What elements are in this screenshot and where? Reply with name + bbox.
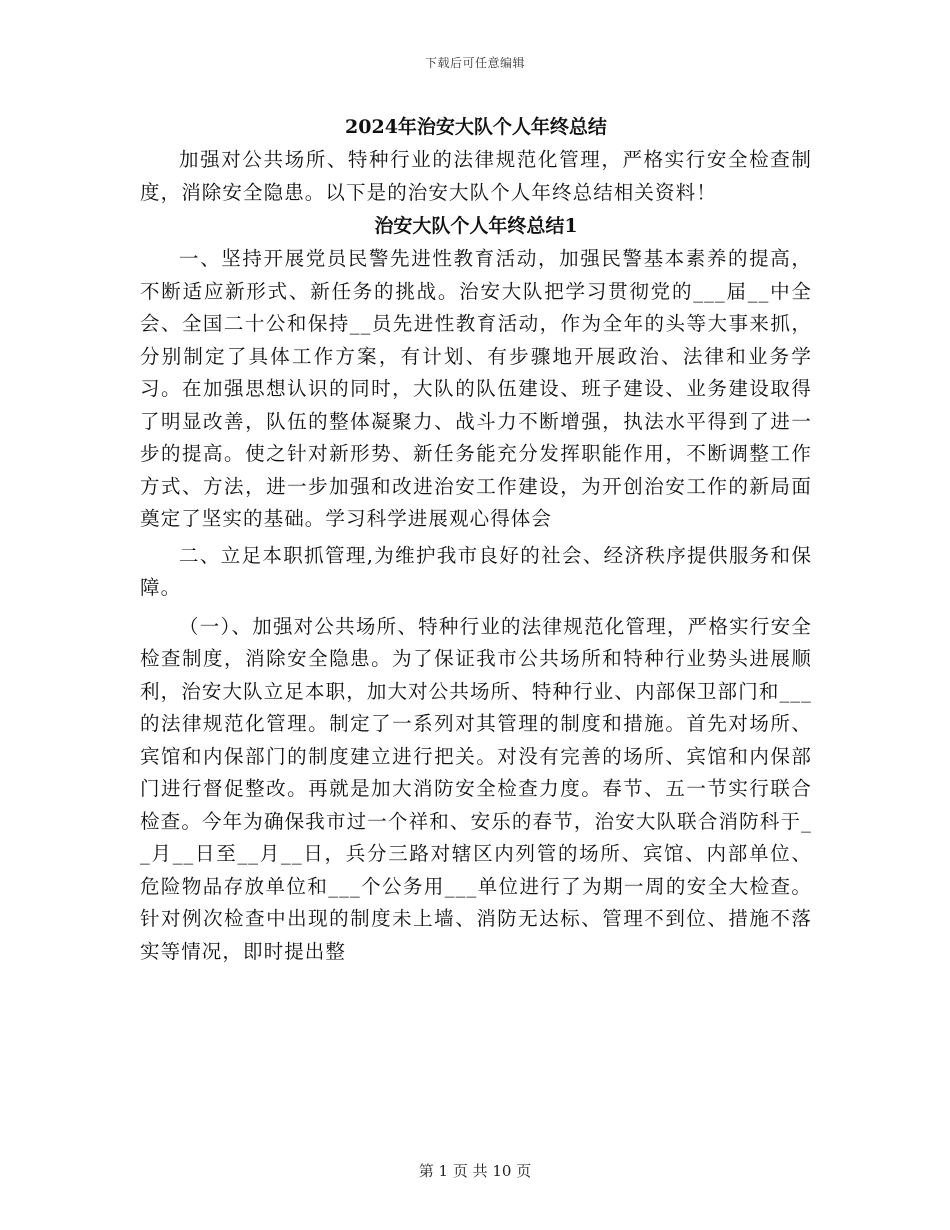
paragraph-3: （一）、加强对公共场所、特种行业的法律规范化管理，严格实行安全检查制度，消除安全隐患。为了保证我市公共场所和特种行业势头进展顺利，治安大队立足本职，加大对公共场所、特种行业、内部保卫部门和___的法律规范化管理。制定了一系列对其管理的制度和措施。首先对场所、宾馆和内保部门的制度建立进行把关。对没有完善的场所、宾馆和内保部门进行督促整改。再就是加大消防安全检查力度。春节、五一节实行联合检查。今年为确保我市过一个祥和、安乐的春节，治安大队联合消防科于__月__日至__月__日，兵分三路对辖区内列管的场所、宾馆、内部单位、危险物品存放单位和___个公务用___单位进行了为期一周的安全大检查。针对例次检查中出现的制度未上墙、消防无达标、管理不到位、措施不落实等情况，即时提出整 — [140, 614, 812, 963]
page-header-note: 下载后可任意编辑 — [424, 56, 525, 70]
section-title: 治安大队个人年终总结1 — [374, 215, 578, 237]
intro-paragraph: 加强对公共场所、特种行业的法律规范化管理，严格实行安全检查制度，消除安全隐患。以下是的治安大队个人年终总结相关资料！ — [140, 148, 812, 204]
document-title: 2024年治安大队个人年终总结 — [345, 116, 607, 138]
document-body — [140, 110, 812, 968]
paragraph-2: 二、立足本职抓管理,为维护我市良好的社会、经济秩序提供服务和保障。 — [140, 543, 812, 599]
paragraph-1: 一、坚持开展党员民警先进性教育活动，加强民警基本素养的提高，不断适应新形式、新任务的挑战。治安大队把学习贯彻党的___届__中全会、全国二十公和保持__员先进性教育活动，作为全年的头等大事来抓，分别制定了具体工作方案，有计划、有步骤地开展政治、法律和业务学习。在加强思想认识的同时，大队的队伍建设、班子建设、业务建设取得了明显改善，队伍的整体凝聚力、战斗力不断增强，执法水平得到了进一步的提高。使之针对新形势、新任务能充分发挥职能作用，不断调整工作方式、方法，进一步加强和改进治安工作建设，为开创治安工作的新局面奠定了坚实的基础。学习科学进展观心得体会 — [140, 247, 812, 530]
page-number: 第 1 页 共 10 页 — [418, 1162, 532, 1180]
